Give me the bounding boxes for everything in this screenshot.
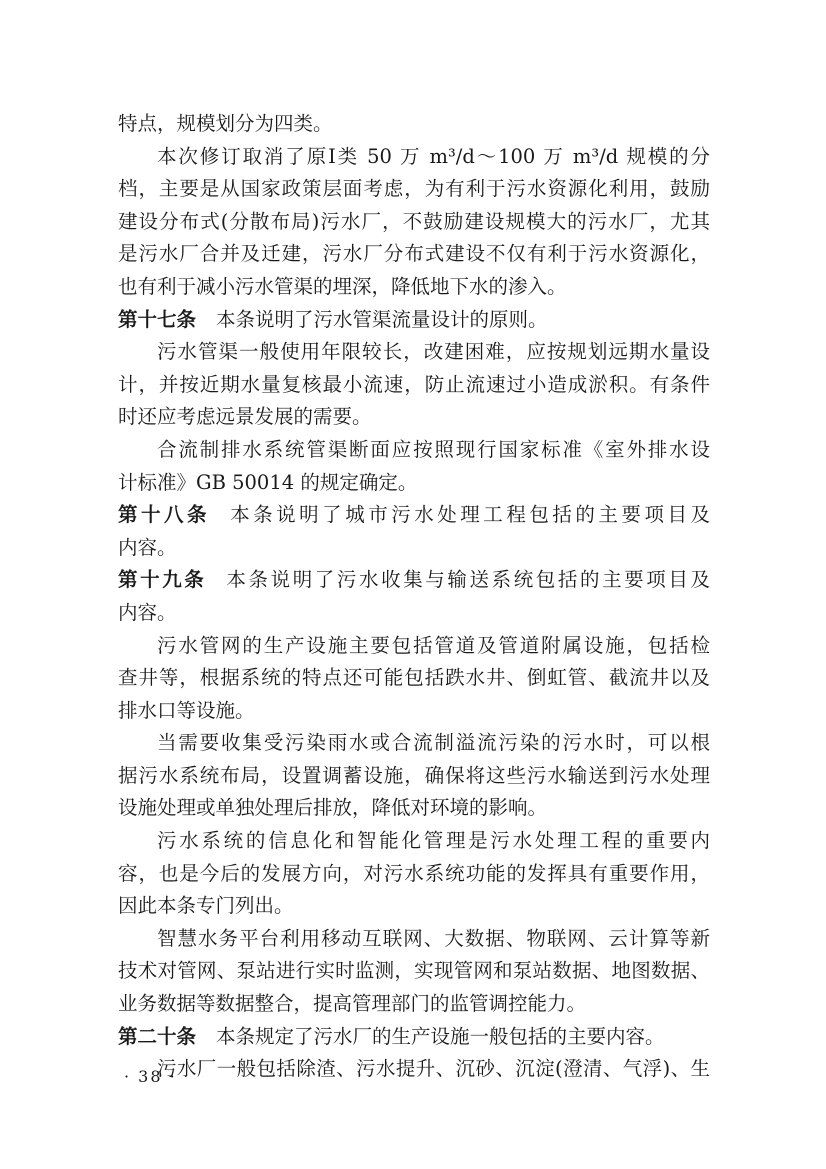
text-line [118, 434, 710, 467]
page-number: · 38 · [124, 1067, 177, 1086]
line-text: 技术对管网、泵站进行实时监测，实现管网和泵站数据、地图数据、 [118, 959, 710, 983]
text-line [118, 206, 710, 239]
line-text: 据污水系统布局，设置调蓄设施，确保将这些污水输送到污水处理 [118, 763, 710, 787]
line-text: 是污水厂合并及迁建，污水厂分布式建设不仅有利于污水资源化， [118, 242, 710, 266]
text-line [118, 858, 710, 891]
line-text: 污水系统的信息化和智能化管理是污水处理工程的重要内 [157, 829, 710, 853]
text-line [118, 792, 710, 825]
line-text: 查井等，根据系统的特点还可能包括跌水井、倒虹管、截流井以及 [118, 666, 710, 690]
text-line [118, 141, 710, 174]
text-line [118, 923, 710, 956]
text-line [118, 597, 710, 630]
text-line [118, 662, 710, 695]
text-line [118, 369, 710, 402]
line-text: 特点，规模划分为四类。 [118, 112, 333, 135]
text-line [118, 532, 710, 565]
line-text: 本次修订取消了原Ⅰ类 50 万 m³/d～100 万 m³/d 规模的分 [157, 144, 710, 168]
text-line [118, 988, 710, 1021]
text-line [118, 727, 710, 760]
line-text: 本条规定了污水厂的生产设施一般包括的主要内容。 [216, 1024, 665, 1048]
line-text: 污水管网的生产设施主要包括管道及管道附属设施，包括检 [157, 633, 710, 657]
line-text: 计标准》GB 50014 的规定确定。 [118, 470, 418, 494]
text-line [118, 890, 710, 923]
line-text: 污水管渠一般使用年限较长，改建困难，应按规划远期水量设 [157, 340, 710, 364]
text-line [118, 401, 710, 434]
article-heading: 第十七条 [118, 307, 197, 331]
line-text: 智慧水务平台利用移动互联网、大数据、物联网、云计算等新 [157, 926, 710, 950]
line-text: 本条说明了城市污水处理工程包括的主要项目及 [230, 503, 710, 527]
article-heading: 第二十条 [118, 1024, 197, 1048]
line-text: 内容。 [118, 600, 177, 624]
line-text: 本条说明了污水管渠流量设计的原则。 [216, 307, 548, 331]
line-text: 本条说明了污水收集与输送系统包括的主要项目及 [226, 568, 710, 592]
text-line [118, 271, 710, 304]
line-text: 排水口等设施。 [118, 698, 255, 722]
document-body [118, 108, 710, 1086]
text-line [118, 336, 710, 369]
text-line [118, 1021, 710, 1054]
text-line [118, 695, 710, 728]
article-heading: 第十九条 [118, 568, 207, 592]
text-line [118, 760, 710, 793]
text-line [118, 955, 710, 988]
line-text: 内容。 [118, 535, 177, 559]
text-line [118, 108, 710, 141]
article-heading: 第十八条 [118, 503, 211, 527]
text-line [118, 630, 710, 663]
line-text: 建设分布式(分散布局)污水厂，不鼓励建设规模大的污水厂，尤其 [118, 209, 710, 233]
line-text: 当需要收集受污染雨水或合流制溢流污染的污水时，可以根 [157, 731, 710, 755]
text-line [118, 499, 710, 532]
text-line [118, 304, 710, 337]
line-text: 也有利于减小污水管渠的埋深，降低地下水的渗入。 [118, 274, 567, 298]
text-line [118, 825, 710, 858]
line-text: 业务数据等数据整合，提高管理部门的监管调控能力。 [118, 992, 587, 1016]
line-text: 时还应考虑远景发展的需要。 [118, 405, 372, 429]
text-line [118, 564, 710, 597]
line-text: 因此本条专门列出。 [118, 894, 294, 918]
line-text: 合流制排水系统管渠断面应按照现行国家标准《室外排水设 [157, 437, 710, 461]
line-text: 档，主要是从国家政策层面考虑，为有利于污水资源化利用，鼓励 [118, 177, 710, 201]
text-line [118, 467, 710, 500]
line-text: 设施处理或单独处理后排放，降低对环境的影响。 [118, 796, 548, 820]
line-text: 计，并按近期水量复核最小流速，防止流速过小造成淤积。有条件 [118, 372, 710, 396]
text-line [118, 173, 710, 206]
text-line [118, 1053, 710, 1086]
line-text: 容，也是今后的发展方向，对污水系统功能的发挥具有重要作用， [118, 861, 710, 885]
line-text: 污水厂一般包括除渣、污水提升、沉砂、沉淀(澄清、气浮)、生 [157, 1057, 710, 1081]
text-line [118, 238, 710, 271]
